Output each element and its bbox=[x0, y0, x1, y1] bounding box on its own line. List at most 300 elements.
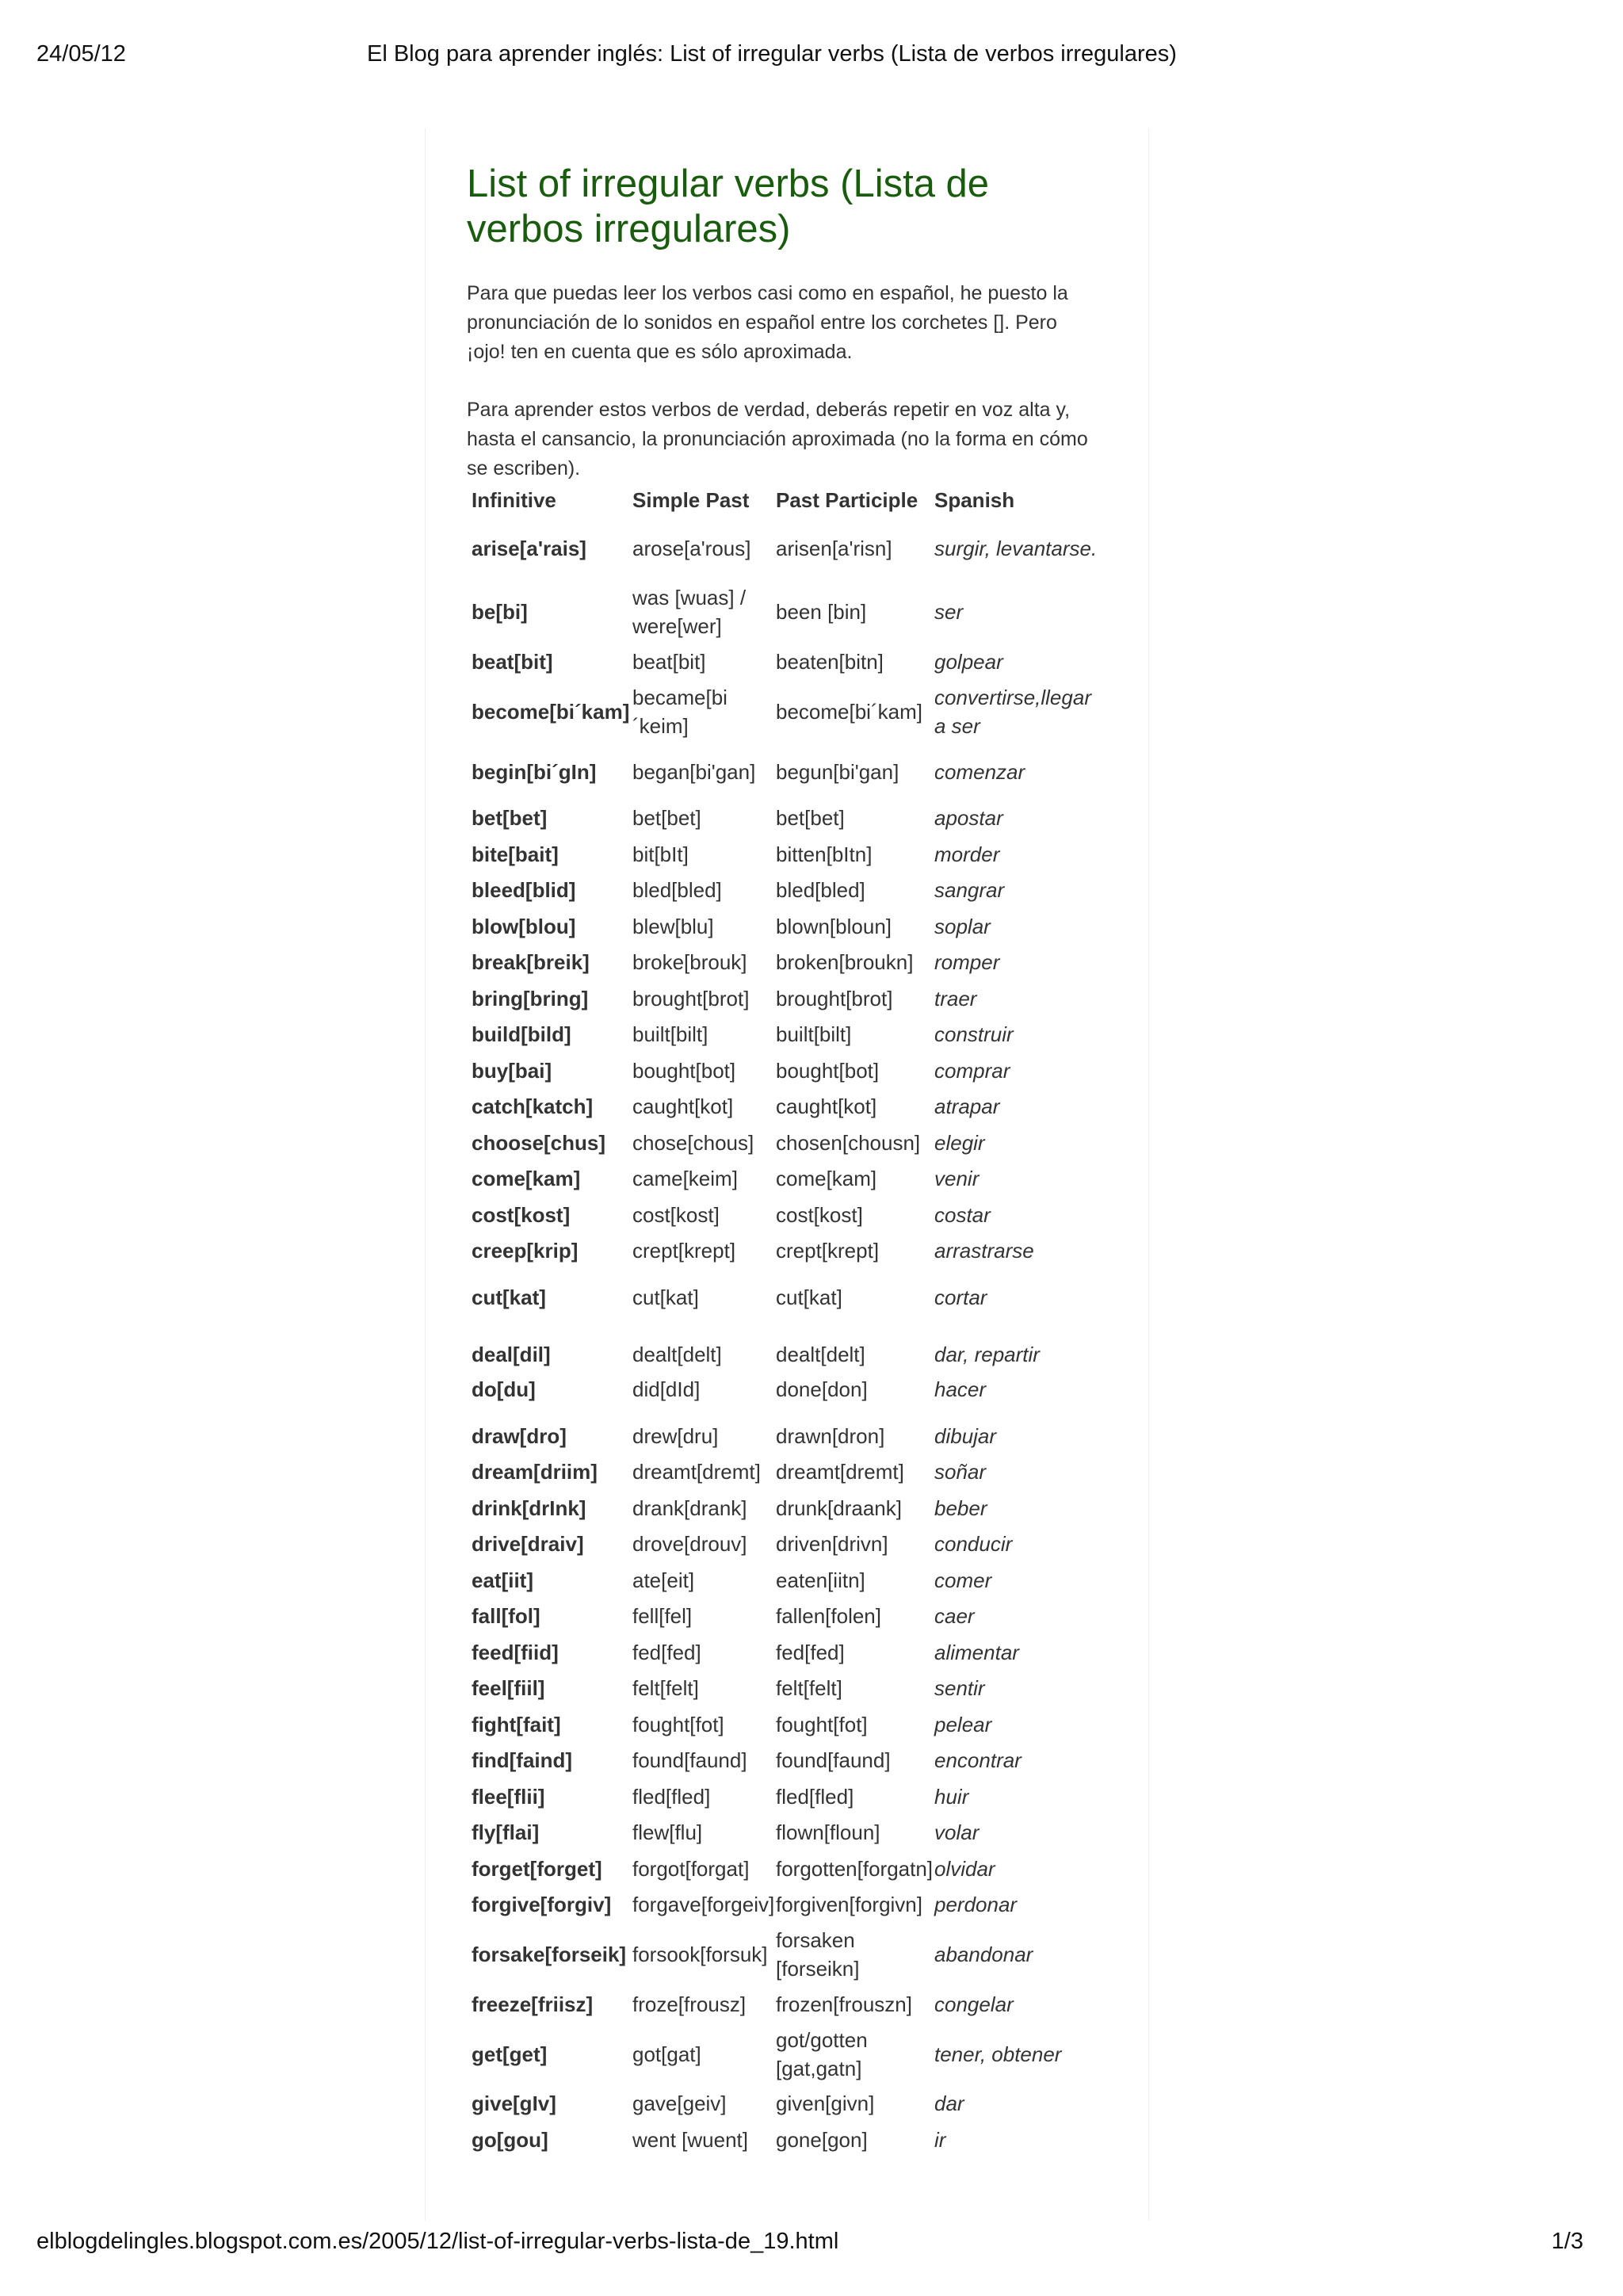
cell-spanish bbox=[934, 1269, 1107, 1326]
table-row bbox=[472, 517, 1107, 580]
cell-past-participle bbox=[776, 980, 934, 1017]
cell-infinitive-text: creep[krip] bbox=[472, 1239, 579, 1263]
cell-past-participle-text: dealt[delt] bbox=[776, 1343, 865, 1366]
table-row bbox=[472, 1778, 1107, 1815]
cell-past-participle-text: eaten[iitn] bbox=[776, 1568, 865, 1592]
cell-simple-past bbox=[632, 1634, 776, 1671]
table-row bbox=[472, 580, 1107, 644]
table-row bbox=[472, 1197, 1107, 1233]
cell-simple-past bbox=[632, 2122, 776, 2158]
cell-simple-past bbox=[632, 980, 776, 1017]
table-row bbox=[472, 644, 1107, 680]
cell-spanish-text: alimentar bbox=[934, 1640, 1019, 1664]
cell-simple-past bbox=[632, 1418, 776, 1454]
cell-past-participle bbox=[776, 1706, 934, 1743]
cell-infinitive bbox=[472, 1986, 632, 2023]
cell-past-participle-text: forgiven[forgivn] bbox=[776, 1893, 922, 1917]
cell-past-participle bbox=[776, 836, 934, 873]
cell-past-participle bbox=[776, 680, 934, 743]
cell-spanish-text: traer bbox=[934, 986, 977, 1010]
cell-simple-past-text: froze[frousz] bbox=[632, 1992, 747, 2016]
cell-spanish bbox=[934, 1706, 1107, 1743]
blog-post bbox=[425, 128, 1149, 2221]
cell-infinitive-text: feed[fiid] bbox=[472, 1640, 559, 1664]
cell-simple-past-text: gave[geiv] bbox=[632, 2092, 727, 2116]
table-row bbox=[472, 2086, 1107, 2122]
cell-infinitive bbox=[472, 1815, 632, 1851]
cell-spanish-text: elegir bbox=[934, 1130, 985, 1155]
cell-infinitive bbox=[472, 908, 632, 945]
cell-spanish-text: golpear bbox=[934, 649, 1003, 674]
table-row bbox=[472, 1233, 1107, 1270]
cell-past-participle-text: frozen[frouszn] bbox=[776, 1992, 912, 2016]
cell-past-participle bbox=[776, 908, 934, 945]
print-footer bbox=[0, 2229, 1623, 2260]
cell-spanish bbox=[934, 1197, 1107, 1233]
cell-simple-past bbox=[632, 1233, 776, 1270]
cell-past-participle-text: come[kam] bbox=[776, 1167, 877, 1191]
cell-spanish bbox=[934, 945, 1107, 981]
table-row bbox=[472, 1454, 1107, 1491]
cell-infinitive bbox=[472, 1599, 632, 1635]
cell-past-participle-text: flown[floun] bbox=[776, 1820, 880, 1845]
cell-infinitive-text: blow[blou] bbox=[472, 914, 576, 938]
cell-spanish bbox=[934, 1089, 1107, 1125]
cell-simple-past bbox=[632, 1778, 776, 1815]
cell-infinitive bbox=[472, 2086, 632, 2122]
cell-simple-past-text: found[faund] bbox=[632, 1748, 747, 1773]
cell-past-participle-text: dreamt[dremt] bbox=[776, 1460, 904, 1484]
cell-past-participle bbox=[776, 1815, 934, 1851]
cell-spanish bbox=[934, 1490, 1107, 1526]
cell-simple-past-text: became[bi´keim] bbox=[632, 685, 727, 738]
cell-infinitive-text: deal[dil] bbox=[472, 1343, 551, 1366]
print-header bbox=[0, 41, 1623, 73]
cell-simple-past-text: dreamt[dremt] bbox=[632, 1460, 761, 1484]
cell-past-participle-text: cut[kat] bbox=[776, 1286, 842, 1309]
cell-spanish bbox=[934, 2122, 1107, 2158]
table-header-row bbox=[472, 483, 1107, 517]
cell-spanish-text: caer bbox=[934, 1604, 975, 1629]
cell-simple-past-text: fought[fot] bbox=[632, 1712, 724, 1736]
cell-past-participle bbox=[776, 2086, 934, 2122]
cell-past-participle-text: got/gotten [gat,gatn] bbox=[776, 2027, 868, 2080]
cell-simple-past-text: dealt[delt] bbox=[632, 1343, 722, 1366]
cell-spanish-text: hacer bbox=[934, 1377, 987, 1401]
cell-infinitive-text: buy[bai] bbox=[472, 1058, 552, 1083]
cell-simple-past bbox=[632, 1986, 776, 2023]
cell-past-participle bbox=[776, 800, 934, 837]
cell-infinitive-text: fly[flai] bbox=[472, 1820, 540, 1845]
cell-spanish-text: apostar bbox=[934, 806, 1003, 831]
cell-simple-past-text: built[bilt] bbox=[632, 1022, 708, 1047]
cell-spanish-text: romper bbox=[934, 950, 1000, 975]
cell-simple-past-text: arose[a'rous] bbox=[632, 537, 751, 560]
cell-spanish bbox=[934, 517, 1107, 580]
cell-infinitive bbox=[472, 644, 632, 680]
table-row bbox=[472, 1634, 1107, 1671]
cell-infinitive-text: go[gou] bbox=[472, 2127, 548, 2152]
cell-past-participle bbox=[776, 580, 934, 644]
cell-infinitive-text: find[faind] bbox=[472, 1748, 573, 1773]
cell-simple-past-text: beat[bit] bbox=[632, 649, 706, 674]
cell-spanish bbox=[934, 1017, 1107, 1053]
table-row bbox=[472, 1161, 1107, 1198]
cell-simple-past-text: went [wuent] bbox=[632, 2127, 748, 2152]
cell-spanish bbox=[934, 1778, 1107, 1815]
cell-past-participle bbox=[776, 873, 934, 909]
cell-simple-past bbox=[632, 1377, 776, 1418]
cell-past-participle-text: bitten[bItn] bbox=[776, 842, 873, 866]
cell-spanish bbox=[934, 1125, 1107, 1161]
cell-spanish bbox=[934, 1599, 1107, 1635]
table-row bbox=[472, 836, 1107, 873]
page-number: 1/3 bbox=[1551, 2229, 1583, 2254]
cell-simple-past-text: did[dId] bbox=[632, 1377, 701, 1401]
table-row bbox=[472, 1923, 1107, 1986]
cell-spanish bbox=[934, 1815, 1107, 1851]
cell-infinitive-text: begin[bi´gIn] bbox=[472, 759, 597, 784]
cell-simple-past-text: drove[drouv] bbox=[632, 1532, 747, 1557]
cell-infinitive bbox=[472, 980, 632, 1017]
cell-simple-past bbox=[632, 1887, 776, 1924]
cell-infinitive-text: beat[bit] bbox=[472, 649, 553, 674]
cell-spanish bbox=[934, 1418, 1107, 1454]
cell-simple-past-text: flew[flu] bbox=[632, 1820, 703, 1845]
cell-past-participle bbox=[776, 1197, 934, 1233]
column-header-infinitive: Infinitive bbox=[472, 487, 556, 512]
cell-simple-past-text: cut[kat] bbox=[632, 1286, 699, 1309]
page-url: elblogdelingles.blogspot.com.es/2005/12/list-of-irregular-verbs-lista-de_19.html bbox=[36, 2229, 839, 2254]
cell-simple-past bbox=[632, 1815, 776, 1851]
cell-spanish-text: sentir bbox=[934, 1676, 985, 1701]
cell-past-participle-text: gone[gon] bbox=[776, 2127, 868, 2152]
cell-past-participle bbox=[776, 1052, 934, 1089]
table-row bbox=[472, 1526, 1107, 1563]
cell-simple-past-text: drank[drank] bbox=[632, 1496, 747, 1520]
cell-spanish-text: congelar bbox=[934, 1992, 1014, 2016]
cell-infinitive bbox=[472, 945, 632, 981]
cell-infinitive-text: flee[flii] bbox=[472, 1784, 545, 1809]
cell-infinitive-text: freeze[friisz] bbox=[472, 1992, 594, 2016]
cell-spanish-text: dar, repartir bbox=[934, 1343, 1040, 1366]
cell-infinitive bbox=[472, 1562, 632, 1599]
table-row bbox=[472, 1887, 1107, 1924]
cell-simple-past bbox=[632, 1923, 776, 1986]
cell-simple-past bbox=[632, 1671, 776, 1707]
cell-spanish bbox=[934, 1851, 1107, 1887]
cell-simple-past bbox=[632, 2086, 776, 2122]
cell-infinitive bbox=[472, 1269, 632, 1326]
cell-past-participle bbox=[776, 1634, 934, 1671]
cell-infinitive-text: fight[fait] bbox=[472, 1712, 561, 1736]
table-row bbox=[472, 1851, 1107, 1887]
cell-simple-past-text: forgot[forgat] bbox=[632, 1856, 750, 1881]
cell-past-participle-text: bet[bet] bbox=[776, 806, 845, 831]
cell-past-participle-text: drunk[draank] bbox=[776, 1496, 902, 1520]
cell-spanish-text: beber bbox=[934, 1496, 987, 1520]
cell-past-participle-text: bought[bot] bbox=[776, 1058, 880, 1083]
table-row bbox=[472, 1815, 1107, 1851]
cell-infinitive bbox=[472, 1377, 632, 1418]
cell-spanish-text: dibujar bbox=[934, 1423, 997, 1448]
table-row bbox=[472, 800, 1107, 837]
cell-past-participle-text: blown[bloun] bbox=[776, 914, 892, 938]
cell-infinitive-text: draw[dro] bbox=[472, 1423, 567, 1448]
cell-spanish-text: volar bbox=[934, 1820, 980, 1845]
cell-spanish-text: huir bbox=[934, 1784, 969, 1809]
cell-past-participle bbox=[776, 1851, 934, 1887]
cell-past-participle bbox=[776, 1562, 934, 1599]
cell-spanish bbox=[934, 1526, 1107, 1563]
cell-simple-past bbox=[632, 1125, 776, 1161]
cell-spanish bbox=[934, 1923, 1107, 1986]
cell-past-participle-text: felt[felt] bbox=[776, 1676, 842, 1701]
cell-spanish-text: soplar bbox=[934, 914, 991, 938]
cell-simple-past bbox=[632, 800, 776, 837]
post-title: List of irregular verbs (Lista de verbos irregulares) bbox=[467, 162, 990, 250]
cell-past-participle-text: built[bilt] bbox=[776, 1022, 852, 1047]
cell-infinitive-text: break[breik] bbox=[472, 950, 590, 975]
cell-simple-past bbox=[632, 680, 776, 743]
cell-spanish bbox=[934, 580, 1107, 644]
table-row bbox=[472, 980, 1107, 1017]
cell-infinitive bbox=[472, 1887, 632, 1924]
cell-infinitive bbox=[472, 1743, 632, 1779]
cell-infinitive bbox=[472, 680, 632, 743]
cell-simple-past-text: drew[dru] bbox=[632, 1423, 719, 1448]
cell-infinitive-text: forgive[forgiv] bbox=[472, 1893, 612, 1917]
cell-infinitive-text: cost[kost] bbox=[472, 1202, 571, 1227]
cell-infinitive-text: feel[fiil] bbox=[472, 1676, 545, 1701]
cell-simple-past bbox=[632, 908, 776, 945]
cell-spanish bbox=[934, 1377, 1107, 1418]
cell-past-participle bbox=[776, 2023, 934, 2086]
cell-past-participle bbox=[776, 1418, 934, 1454]
cell-simple-past bbox=[632, 1490, 776, 1526]
cell-simple-past-text: crept[krept] bbox=[632, 1239, 736, 1263]
cell-infinitive-text: catch[katch] bbox=[472, 1095, 594, 1119]
table-row bbox=[472, 1986, 1107, 2023]
cell-past-participle bbox=[776, 1923, 934, 1986]
cell-infinitive bbox=[472, 2023, 632, 2086]
cell-infinitive bbox=[472, 1089, 632, 1125]
cell-infinitive bbox=[472, 517, 632, 580]
cell-past-participle-text: done[don] bbox=[776, 1377, 868, 1401]
cell-past-participle-text: brought[brot] bbox=[776, 986, 893, 1010]
cell-simple-past bbox=[632, 1743, 776, 1779]
cell-infinitive-text: forget[forget] bbox=[472, 1856, 602, 1881]
cell-infinitive bbox=[472, 1671, 632, 1707]
intro-paragraph: Para que puedas leer los verbos casi como en español, he puesto la pronunciación de lo sonidos en español entre los corchetes []. Pero ¡ojo! ten en cuenta que es sólo aproximada. bbox=[467, 282, 1068, 363]
cell-past-participle-text: driven[drivn] bbox=[776, 1532, 888, 1557]
cell-spanish-text: encontrar bbox=[934, 1748, 1022, 1773]
cell-infinitive-text: cut[kat] bbox=[472, 1286, 546, 1309]
cell-spanish-text: ser bbox=[934, 600, 964, 624]
cell-past-participle bbox=[776, 517, 934, 580]
cell-spanish bbox=[934, 980, 1107, 1017]
cell-spanish-text: costar bbox=[934, 1202, 991, 1227]
cell-spanish bbox=[934, 1454, 1107, 1491]
cell-infinitive bbox=[472, 1418, 632, 1454]
irregular-verbs-table bbox=[472, 483, 1107, 2158]
cell-past-participle-text: forsaken [forseikn] bbox=[776, 1928, 860, 1981]
cell-spanish-text: construir bbox=[934, 1022, 1014, 1047]
column-header-spanish: Spanish bbox=[934, 487, 1015, 512]
cell-spanish-text: comer bbox=[934, 1568, 992, 1592]
cell-past-participle-text: given[givn] bbox=[776, 2092, 875, 2116]
cell-past-participle-text: been [bin] bbox=[776, 600, 867, 624]
cell-simple-past-text: bled[bled] bbox=[632, 878, 722, 903]
cell-simple-past-text: got[gat] bbox=[632, 2042, 701, 2066]
cell-infinitive bbox=[472, 1923, 632, 1986]
cell-simple-past-text: bet[bet] bbox=[632, 806, 701, 831]
cell-infinitive bbox=[472, 1161, 632, 1198]
cell-spanish bbox=[934, 743, 1107, 800]
cell-past-participle-text: bled[bled] bbox=[776, 878, 865, 903]
cell-past-participle-text: broken[broukn] bbox=[776, 950, 914, 975]
cell-past-participle-text: caught[kot] bbox=[776, 1095, 877, 1119]
cell-infinitive-text: bet[bet] bbox=[472, 806, 548, 831]
cell-spanish bbox=[934, 1986, 1107, 2023]
cell-simple-past bbox=[632, 644, 776, 680]
column-header-past-participle: Past Participle bbox=[776, 487, 918, 512]
cell-infinitive-text: choose[chus] bbox=[472, 1130, 606, 1155]
cell-infinitive-text: come[kam] bbox=[472, 1167, 581, 1191]
cell-simple-past bbox=[632, 836, 776, 873]
cell-spanish bbox=[934, 1887, 1107, 1924]
cell-spanish bbox=[934, 800, 1107, 837]
cell-past-participle bbox=[776, 1377, 934, 1418]
cell-simple-past-text: caught[kot] bbox=[632, 1095, 734, 1119]
cell-past-participle bbox=[776, 1887, 934, 1924]
cell-infinitive bbox=[472, 1017, 632, 1053]
table-row bbox=[472, 1743, 1107, 1779]
column-header-simple-past: Simple Past bbox=[632, 487, 750, 512]
cell-infinitive-text: bite[bait] bbox=[472, 842, 559, 866]
cell-infinitive-text: become[bi´kam] bbox=[472, 699, 630, 724]
cell-spanish-text: sangrar bbox=[934, 878, 1005, 903]
cell-past-participle bbox=[776, 1269, 934, 1326]
cell-spanish-text: atrapar bbox=[934, 1095, 1000, 1119]
cell-infinitive bbox=[472, 2122, 632, 2158]
cell-past-participle-text: fed[fed] bbox=[776, 1640, 845, 1664]
cell-simple-past-text: cost[kost] bbox=[632, 1202, 720, 1227]
cell-spanish-text: venir bbox=[934, 1167, 980, 1191]
cell-spanish-text: conducir bbox=[934, 1532, 1013, 1557]
cell-simple-past-text: broke[brouk] bbox=[632, 950, 747, 975]
cell-spanish-text: morder bbox=[934, 842, 1000, 866]
cell-spanish bbox=[934, 1743, 1107, 1779]
table-row bbox=[472, 908, 1107, 945]
cell-simple-past bbox=[632, 1197, 776, 1233]
cell-infinitive bbox=[472, 1526, 632, 1563]
cell-spanish bbox=[934, 873, 1107, 909]
cell-simple-past bbox=[632, 1851, 776, 1887]
cell-spanish-text: arrastrarse bbox=[934, 1239, 1034, 1263]
cell-past-participle-text: chosen[chousn] bbox=[776, 1130, 921, 1155]
cell-infinitive-text: give[gIv] bbox=[472, 2092, 556, 2116]
cell-past-participle bbox=[776, 644, 934, 680]
cell-simple-past bbox=[632, 743, 776, 800]
cell-infinitive bbox=[472, 1634, 632, 1671]
cell-infinitive-text: eat[iit] bbox=[472, 1568, 533, 1592]
cell-infinitive-text: build[bild] bbox=[472, 1022, 571, 1047]
table-row bbox=[472, 1599, 1107, 1635]
cell-simple-past bbox=[632, 1454, 776, 1491]
cell-spanish-text: comenzar bbox=[934, 759, 1025, 784]
cell-past-participle-text: drawn[dron] bbox=[776, 1423, 885, 1448]
cell-spanish-text: dar bbox=[934, 2092, 964, 2116]
cell-simple-past bbox=[632, 1706, 776, 1743]
cell-infinitive bbox=[472, 1706, 632, 1743]
cell-infinitive-text: drive[draiv] bbox=[472, 1532, 584, 1557]
cell-simple-past-text: forsook[forsuk] bbox=[632, 1943, 768, 1966]
cell-past-participle-text: become[bi´kam] bbox=[776, 699, 922, 724]
cell-infinitive bbox=[472, 1233, 632, 1270]
cell-simple-past bbox=[632, 517, 776, 580]
table-row bbox=[472, 743, 1107, 800]
cell-spanish-text: perdonar bbox=[934, 1893, 1018, 1917]
cell-simple-past-text: fed[fed] bbox=[632, 1640, 701, 1664]
table-row bbox=[472, 2122, 1107, 2158]
table-row bbox=[472, 1562, 1107, 1599]
cell-past-participle bbox=[776, 1454, 934, 1491]
cell-spanish bbox=[934, 1671, 1107, 1707]
cell-past-participle bbox=[776, 1526, 934, 1563]
cell-simple-past bbox=[632, 580, 776, 644]
cell-spanish-text: convertirse,llegar a ser bbox=[934, 685, 1091, 738]
cell-past-participle bbox=[776, 1089, 934, 1125]
cell-past-participle bbox=[776, 2122, 934, 2158]
cell-infinitive bbox=[472, 1490, 632, 1526]
cell-simple-past-text: forgave[forgeiv] bbox=[632, 1893, 775, 1917]
cell-spanish-text: ir bbox=[934, 2127, 946, 2152]
cell-simple-past bbox=[632, 1052, 776, 1089]
table-row bbox=[472, 1418, 1107, 1454]
print-page-title: El Blog para aprender inglés: List of irregular verbs (Lista de verbos irregulares) bbox=[367, 41, 1177, 67]
cell-spanish-text: pelear bbox=[934, 1712, 992, 1736]
cell-simple-past-text: felt[felt] bbox=[632, 1676, 699, 1701]
cell-infinitive-text: dream[driim] bbox=[472, 1460, 598, 1484]
cell-past-participle-text: crept[krept] bbox=[776, 1239, 880, 1263]
table-row bbox=[472, 1017, 1107, 1053]
cell-past-participle-text: fallen[folen] bbox=[776, 1604, 881, 1629]
cell-spanish-text: abandonar bbox=[934, 1943, 1033, 1966]
cell-spanish bbox=[934, 836, 1107, 873]
cell-infinitive-text: be[bi] bbox=[472, 600, 528, 624]
table-row bbox=[472, 1671, 1107, 1707]
cell-infinitive bbox=[472, 1778, 632, 1815]
cell-infinitive bbox=[472, 1197, 632, 1233]
cell-infinitive-text: fall[fol] bbox=[472, 1604, 540, 1629]
cell-simple-past bbox=[632, 1269, 776, 1326]
table-row bbox=[472, 945, 1107, 981]
cell-past-participle bbox=[776, 945, 934, 981]
cell-simple-past bbox=[632, 1017, 776, 1053]
cell-past-participle bbox=[776, 1671, 934, 1707]
cell-past-participle bbox=[776, 1017, 934, 1053]
table-row bbox=[472, 1052, 1107, 1089]
cell-past-participle-text: beaten[bitn] bbox=[776, 649, 884, 674]
cell-past-participle-text: cost[kost] bbox=[776, 1202, 863, 1227]
cell-simple-past bbox=[632, 873, 776, 909]
cell-past-participle bbox=[776, 1161, 934, 1198]
cell-spanish bbox=[934, 644, 1107, 680]
cell-spanish-text: comprar bbox=[934, 1058, 1010, 1083]
cell-infinitive bbox=[472, 1125, 632, 1161]
cell-infinitive bbox=[472, 580, 632, 644]
